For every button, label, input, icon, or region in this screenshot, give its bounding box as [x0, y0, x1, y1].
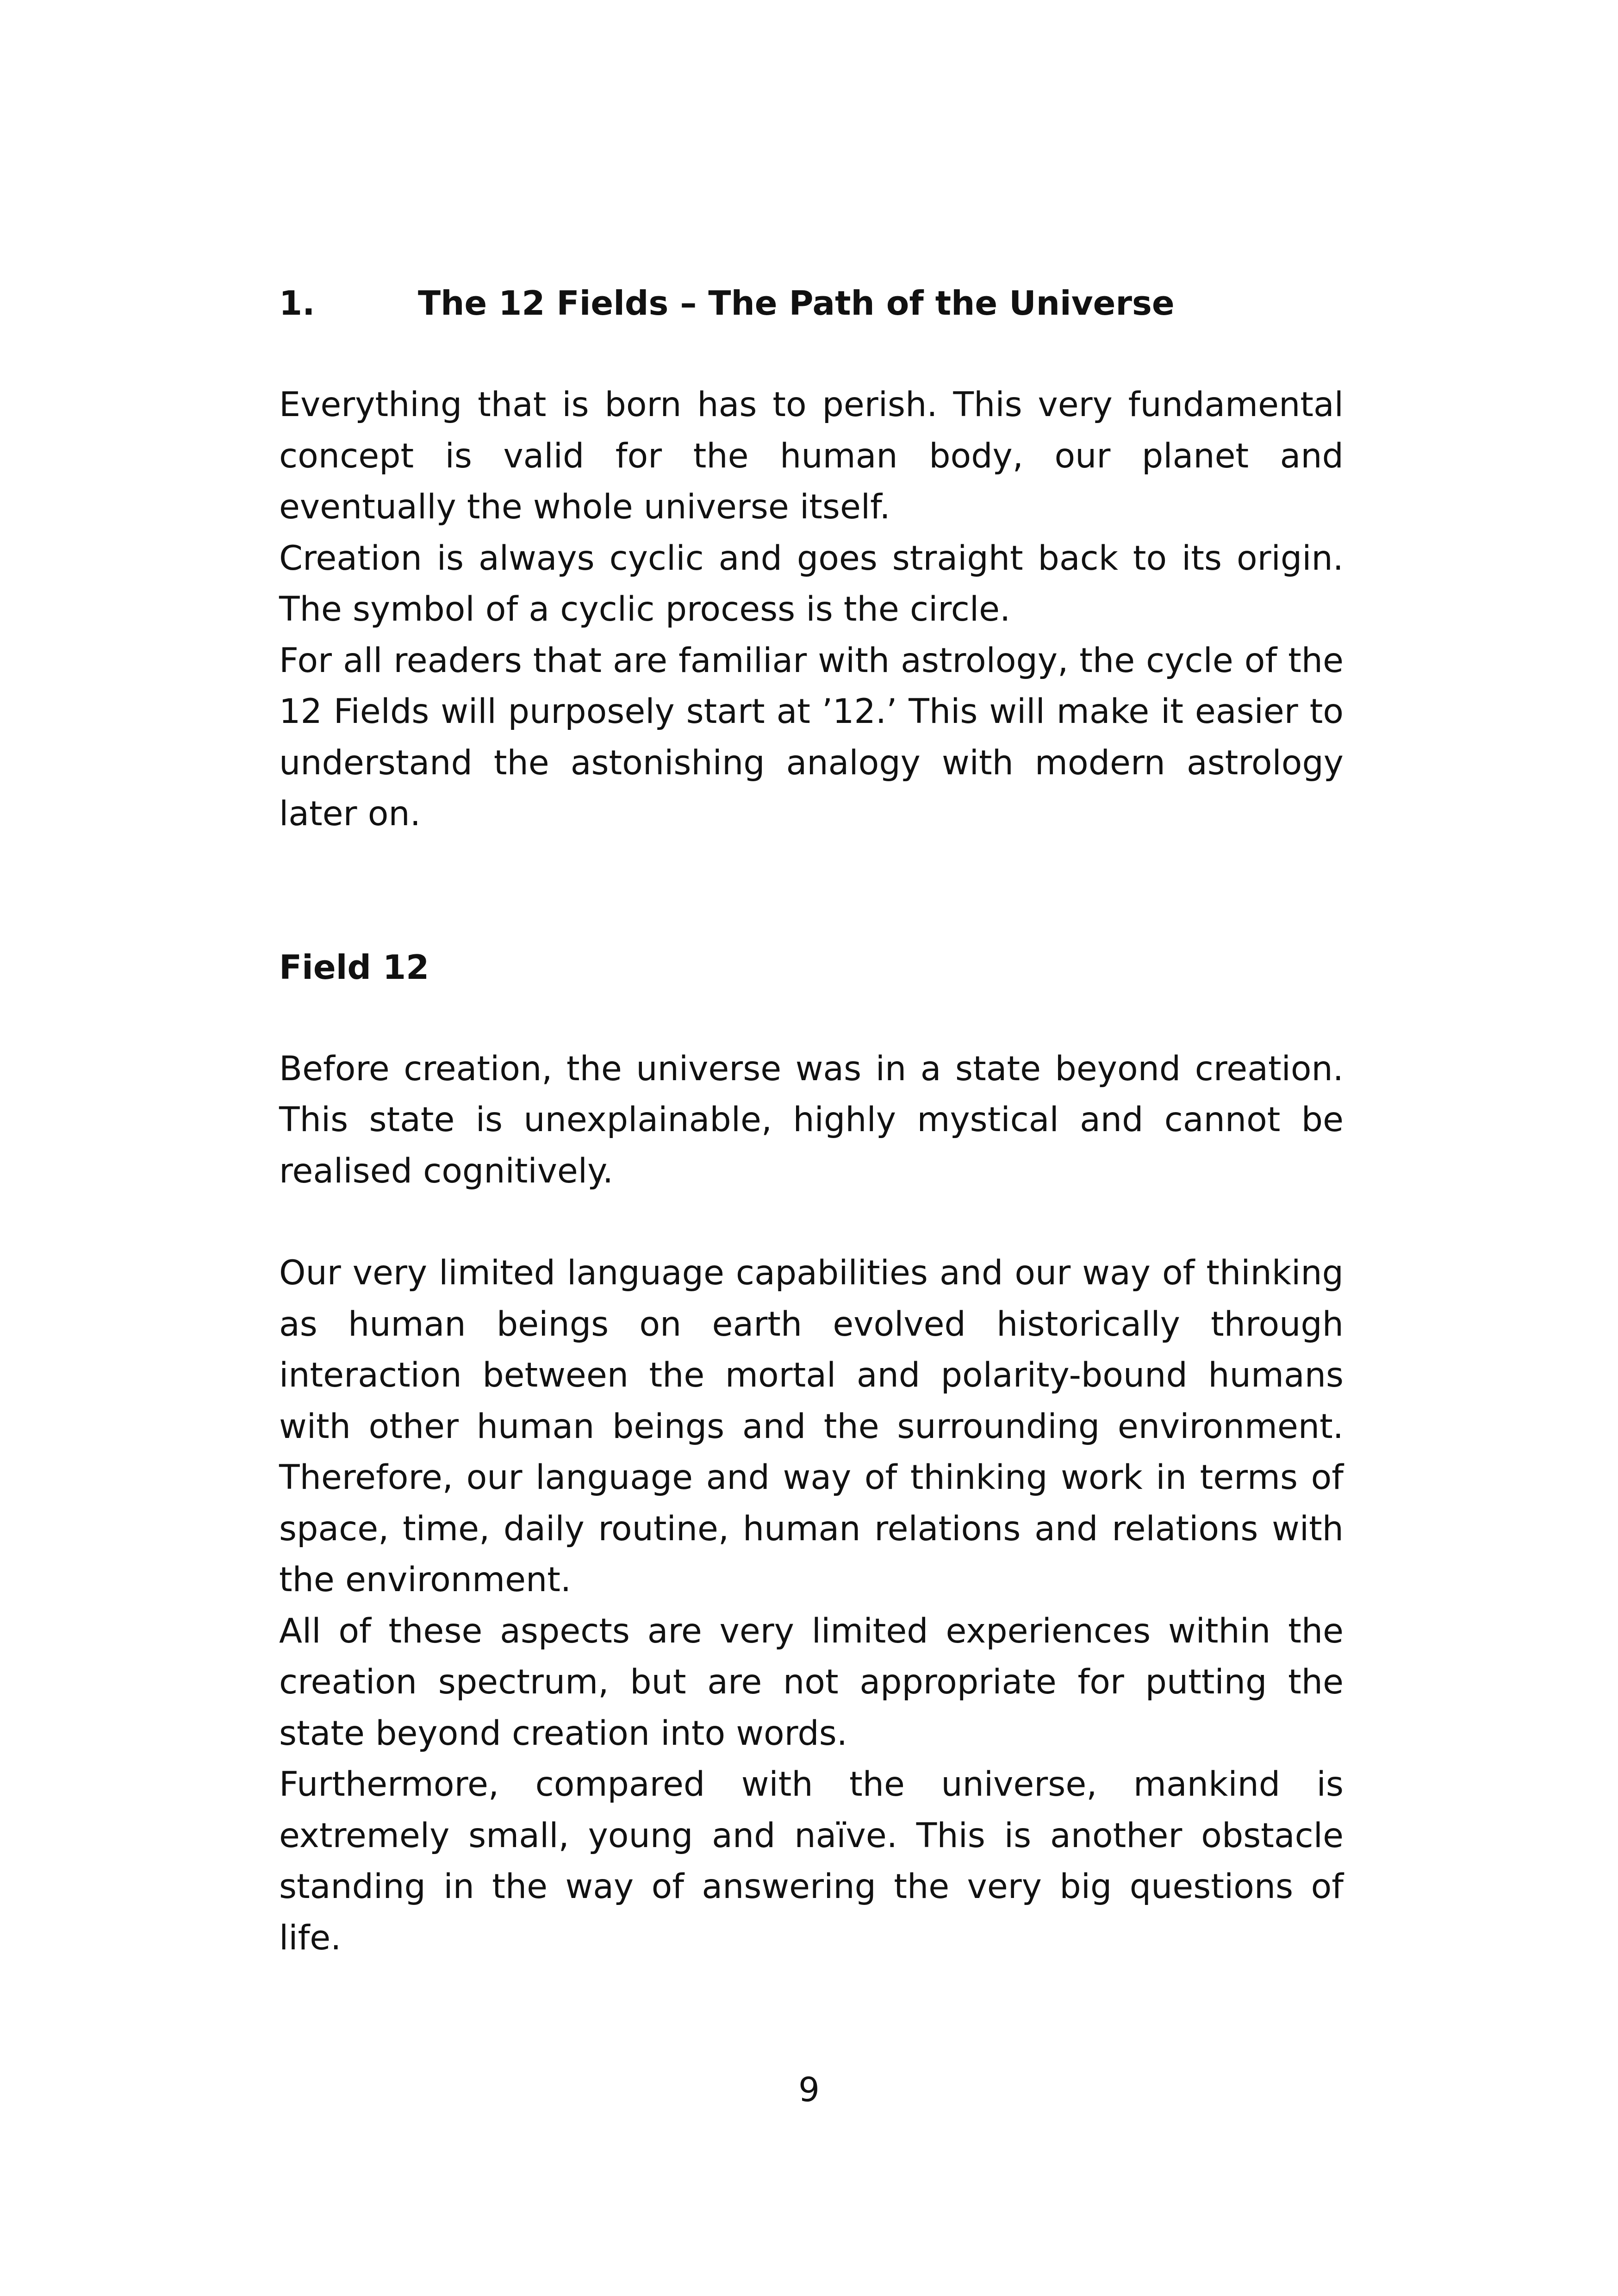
section-paragraph: Furthermore, compared with the universe, mankind is extremely small, young and naïve. This is another obstacle standing in the way of answering the very big questions of life.	[279, 1765, 1344, 1958]
chapter-heading	[279, 278, 1344, 329]
spacer	[279, 329, 1344, 380]
chapter-number: 1.	[279, 284, 315, 323]
chapter-title: The 12 Fields – The Path of the Universe	[418, 284, 1175, 323]
section-paragraph: All of these aspects are very limited experiences within the creation spectrum, but are not appropriate for putting the state beyond creation into words.	[279, 1611, 1344, 1753]
section-heading: Field 12	[279, 947, 429, 987]
page-number: 9	[798, 2070, 820, 2109]
intro-paragraph: For all readers that are familiar with astrology, the cycle of the 12 Fields will purposely start at ’12.’ This will make it easier to understand the astonishing analogy with modern astrology later on.	[279, 641, 1344, 834]
spacer	[279, 840, 1344, 942]
spacer	[279, 1197, 1344, 1248]
page-content	[279, 278, 1344, 1964]
section-paragraph: Our very limited language capabilities and our way of thinking as human beings on earth evolved historically through interaction between the mortal and polarity-bound humans with other human beings and the surrounding environment. Therefore, our language and way of thinking work in terms of space, time, daily routine, human relations and relations with the environment.	[279, 1253, 1344, 1599]
section-paragraph: Before creation, the universe was in a state beyond creation. This state is unexplainable, highly mystical and cannot be realised cognitively.	[279, 1049, 1344, 1191]
spacer	[279, 993, 1344, 1044]
intro-paragraph: Everything that is born has to perish. This very fundamental concept is valid for the human body, our planet and eventually the whole universe itself.	[279, 385, 1344, 527]
intro-paragraph: Creation is always cyclic and goes straight back to its origin. The symbol of a cyclic process is the circle.	[279, 538, 1344, 629]
